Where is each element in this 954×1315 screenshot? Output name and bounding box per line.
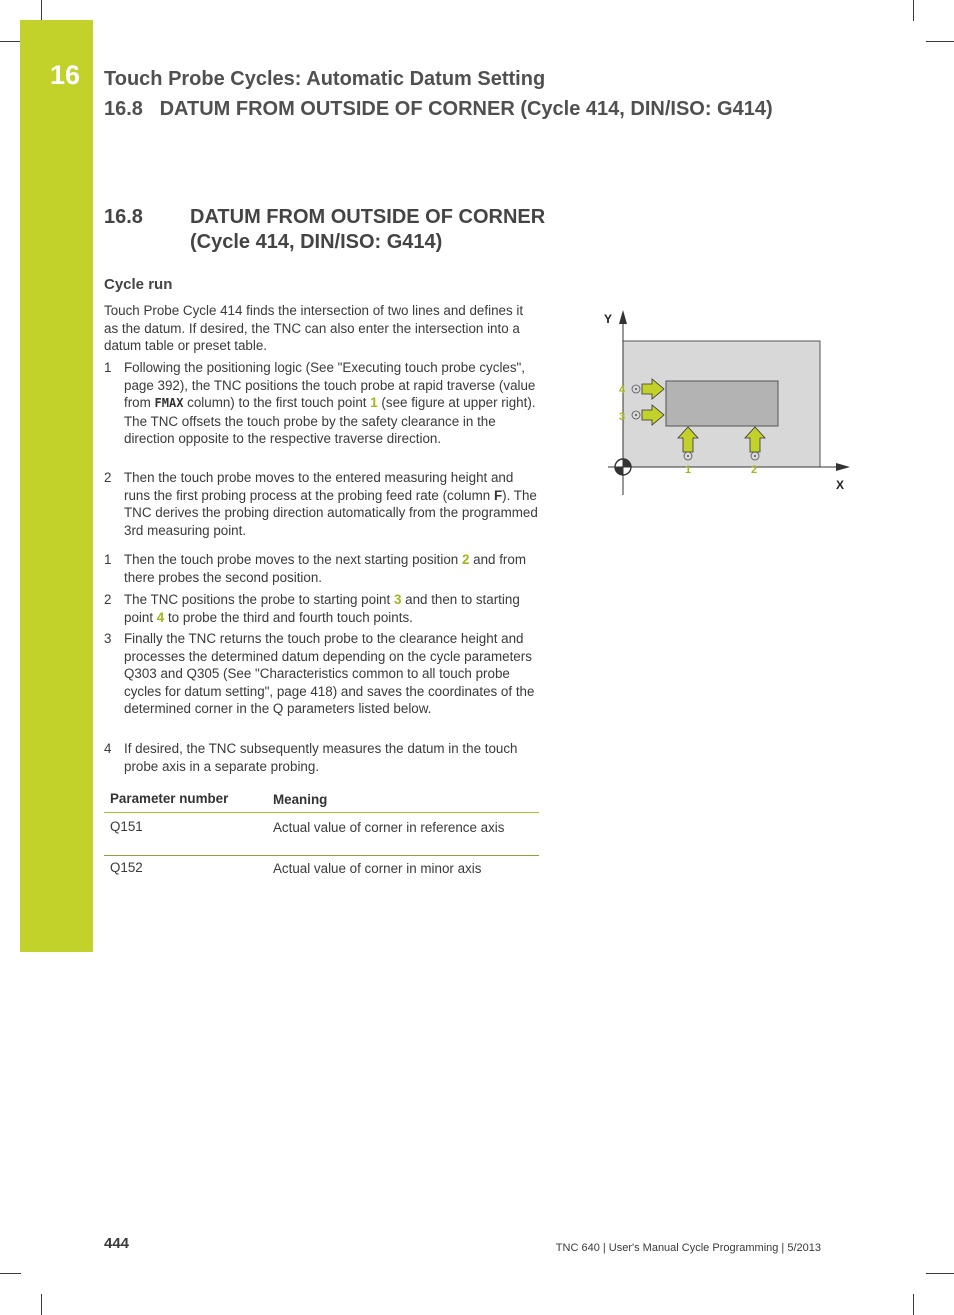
list-text: Following the positioning logic (See "Executing touch probe cycles", page 392), the TNC positions the touch probe at rapid traverse (value from FMAX column) to the first touch point 1 (see figure at upper right). The TNC offsets the touch probe by the safety clearance in the direction opposite to the respective traverse direction. [124,360,536,447]
table-row [104,813,539,856]
intro-paragraph: Touch Probe Cycle 414 finds the intersection of two lines and defines it as the datum. If desired, the TNC can also enter the intersection into a datum table or preset table. [104,303,524,354]
page-number: 444 [104,1235,130,1252]
crop-mark [41,0,42,21]
crop-mark [926,1273,954,1274]
crop-mark [913,0,914,21]
y-axis-label: Y [604,312,613,326]
list-text: The TNC positions the probe to starting point 3 and then to starting point 4 to probe the third and fourth touch points. [124,592,520,625]
point-ref: 4 [156,609,165,625]
table-header: Parameter number [110,791,229,806]
list-text: Then the touch probe moves to the entered measuring height and runs the first probing process at the probing feed rate (column F). The TNC derives the probing direction automatically from the programmed 3rd measuring point. [124,470,538,538]
list-number: 1 [104,552,112,567]
table-row [104,856,539,884]
workpiece-corner-block [666,381,778,426]
list-number: 2 [104,592,112,607]
crop-mark [0,41,21,42]
y-axis-arrow [619,310,627,324]
x-axis-label: X [836,478,845,492]
running-section-title: 16.8 DATUM FROM OUTSIDE OF CORNER (Cycle 414, DIN/ISO: G414) [104,98,773,120]
crop-mark [926,41,954,42]
list-number: 4 [104,741,112,756]
crop-mark [41,1294,42,1315]
table-cell: Q151 [110,819,143,834]
crop-mark [0,1273,21,1274]
table-cell: Actual value of corner in reference axis [273,820,505,835]
point-ref: 3 [393,592,402,607]
chapter-title: Touch Probe Cycles: Automatic Datum Setting [104,68,546,90]
point-label-3: 3 [619,411,626,423]
fmax-code: FMAX [154,396,184,411]
section-number: 16.8 [104,206,143,228]
column-f: F [493,487,503,503]
point-label-2: 2 [751,464,758,476]
point-label-4: 4 [619,384,626,396]
section-title-line2: (Cycle 414, DIN/ISO: G414) [190,231,443,253]
crop-mark [913,1294,914,1315]
x-axis-arrow [836,463,850,471]
table-header-row [104,784,539,813]
list-text: Then the touch probe moves to the next starting position 2 and from there probes the second position. [124,552,526,585]
list-text: If desired, the TNC subsequently measures the datum in the touch probe axis in a separate probing. [124,741,518,774]
point-label-1: 1 [685,464,692,476]
table-cell: Actual value of corner in minor axis [273,861,482,876]
list-number: 1 [104,360,112,375]
point-ref: 1 [370,395,378,411]
list-number: 3 [104,631,112,646]
chapter-number: 16 [50,60,81,90]
list-text: Finally the TNC returns the touch probe to the clearance height and processes the determined datum depending on the cycle parameters Q303 and Q305 (See "Characteristics common to all touch probe cycles for datum setting", page 418) and saves the coordinates of the determined corner in the Q parameters listed below. [124,631,535,717]
point-ref: 2 [461,552,470,567]
section-title-line1: DATUM FROM OUTSIDE OF CORNER [190,206,546,228]
subheading-cycle-run: Cycle run [104,276,173,293]
parameter-table [104,784,539,884]
chapter-sidebar [20,20,93,952]
footer-text: TNC 640 | User's Manual Cycle Programming | 5/2013 [555,1242,821,1254]
table-cell: Q152 [110,860,143,875]
list-number: 2 [104,470,112,485]
table-header: Meaning [273,792,328,807]
probe-figure [600,300,860,500]
